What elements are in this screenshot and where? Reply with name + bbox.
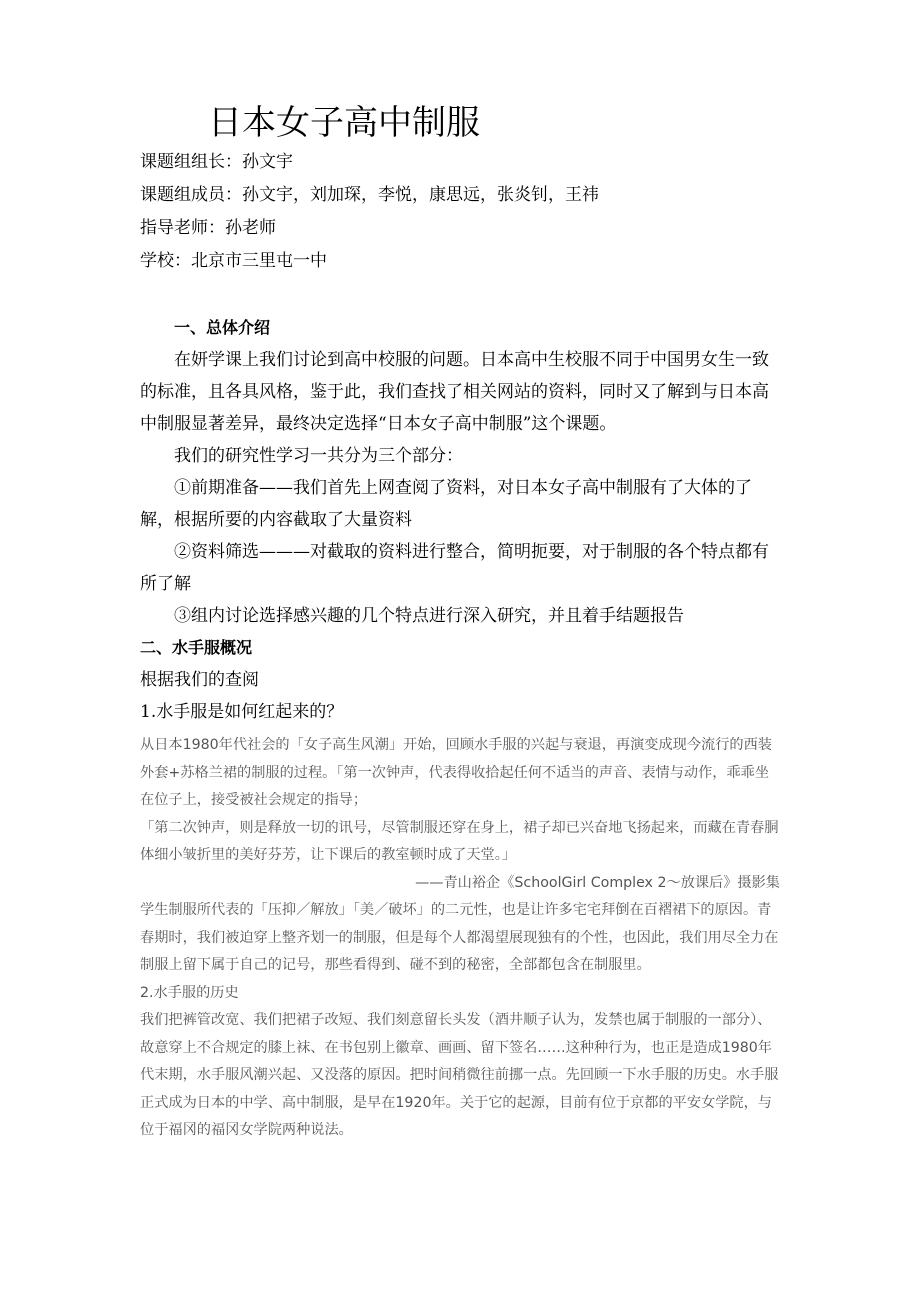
q2-paragraph-1: 我们把裤管改宽、我们把裙子改短、我们刻意留长头发（酒井顺子认为，发禁也属于制服的一部分）、故意穿上不合规定的膝上袜、在书包别上徽章、画画、留下签名……这种种行为，也正是造成1980年代末期，水手服风潮兴起、又没落的原因。把时间稍微往前挪一点。先回顾一下水手服的历史。水手服正式成为日本的中学、高中制服，是早在1920年。关于它的起源，目前有位于京都的平安女学院，与位于福冈的福冈女学院两种说法。 [140, 1012, 779, 1138]
q1-paragraph-2: 「第二次钟声，则是释放一切的讯号，尽管制服还穿在身上，裙子却已兴奋地飞扬起来，而藏在青春胴体细小皱折里的美好芬芳，让下课后的教室顿时成了天堂。」 [140, 819, 779, 863]
question-2-title: 2.水手服的历史 [140, 984, 239, 1001]
school: 学校：北京市三里屯一中 [140, 251, 327, 271]
group-members: 课题组成员：孙文宇，刘加琛，李悦，康思远，张炎钊，王祎 [140, 185, 599, 205]
section-heading-sailor: 二、水手服概况 [140, 638, 253, 657]
q1-paragraph-1: 从日本1980年代社会的「女子高生风潮」开始，回顾水手服的兴起与衰退，再演变成现今流行的西装外套+苏格兰裙的制服的过程。「第一次钟声，代表得收拾起任何不适当的声音、表情与动作，乖乖坐在位子上，接受被社会规定的指导； [140, 737, 772, 808]
group-leader: 课题组组长：孙文宇 [140, 152, 293, 172]
q1-attribution: ——青山裕企《SchoolGirl Complex 2～放课后》摄影集 [415, 874, 780, 891]
overview-parts-intro: 我们的研究性学习一共分为三个部分： [174, 446, 463, 466]
overview-paragraph: 在妍学课上我们讨论到高中校服的问题。日本高中生校服不同于中国男女生一致的标准，且各具风格，鉴于此，我们查找了相关网站的资料，同时又了解到与日本高中制服显著差异，最终决定选择“日本女子高中制服”这个课题。 [140, 350, 769, 434]
step-3: ③组内讨论选择感兴趣的几个特点进行深入研究，并且着手结题报告 [174, 606, 684, 626]
step-1: ①前期准备——我们首先上网查阅了资料，对日本女子高中制服有了大体的了解，根据所要的内容截取了大量资料 [140, 478, 752, 530]
question-1-body [140, 732, 780, 1145]
section-overview [140, 312, 780, 728]
q1-paragraph-3: 学生制服所代表的「压抑／解放」「美／破坏」的二元性，也是让许多宅宅拜倒在百褶裙下的原因。青春期时，我们被迫穿上整齐划一的制服，但是每个人都渴望展现独有的个性，也因此，我们用尽全力在制服上留下属于自己的记号，那些看得到、碰不到的秘密，全部都包含在制服里。 [140, 902, 779, 973]
step-2: ②资料筛选———对截取的资料进行整合，简明扼要，对于制服的各个特点都有所了解 [140, 542, 769, 594]
sailor-intro: 根据我们的查阅 [140, 670, 259, 690]
advisor: 指导老师：孙老师 [140, 218, 276, 238]
section-heading-overview: 一、总体介绍 [174, 318, 271, 337]
document-title: 日本女子高中制服 [208, 103, 480, 143]
question-1-title: 1.水手服是如何红起来的？ [140, 702, 344, 722]
